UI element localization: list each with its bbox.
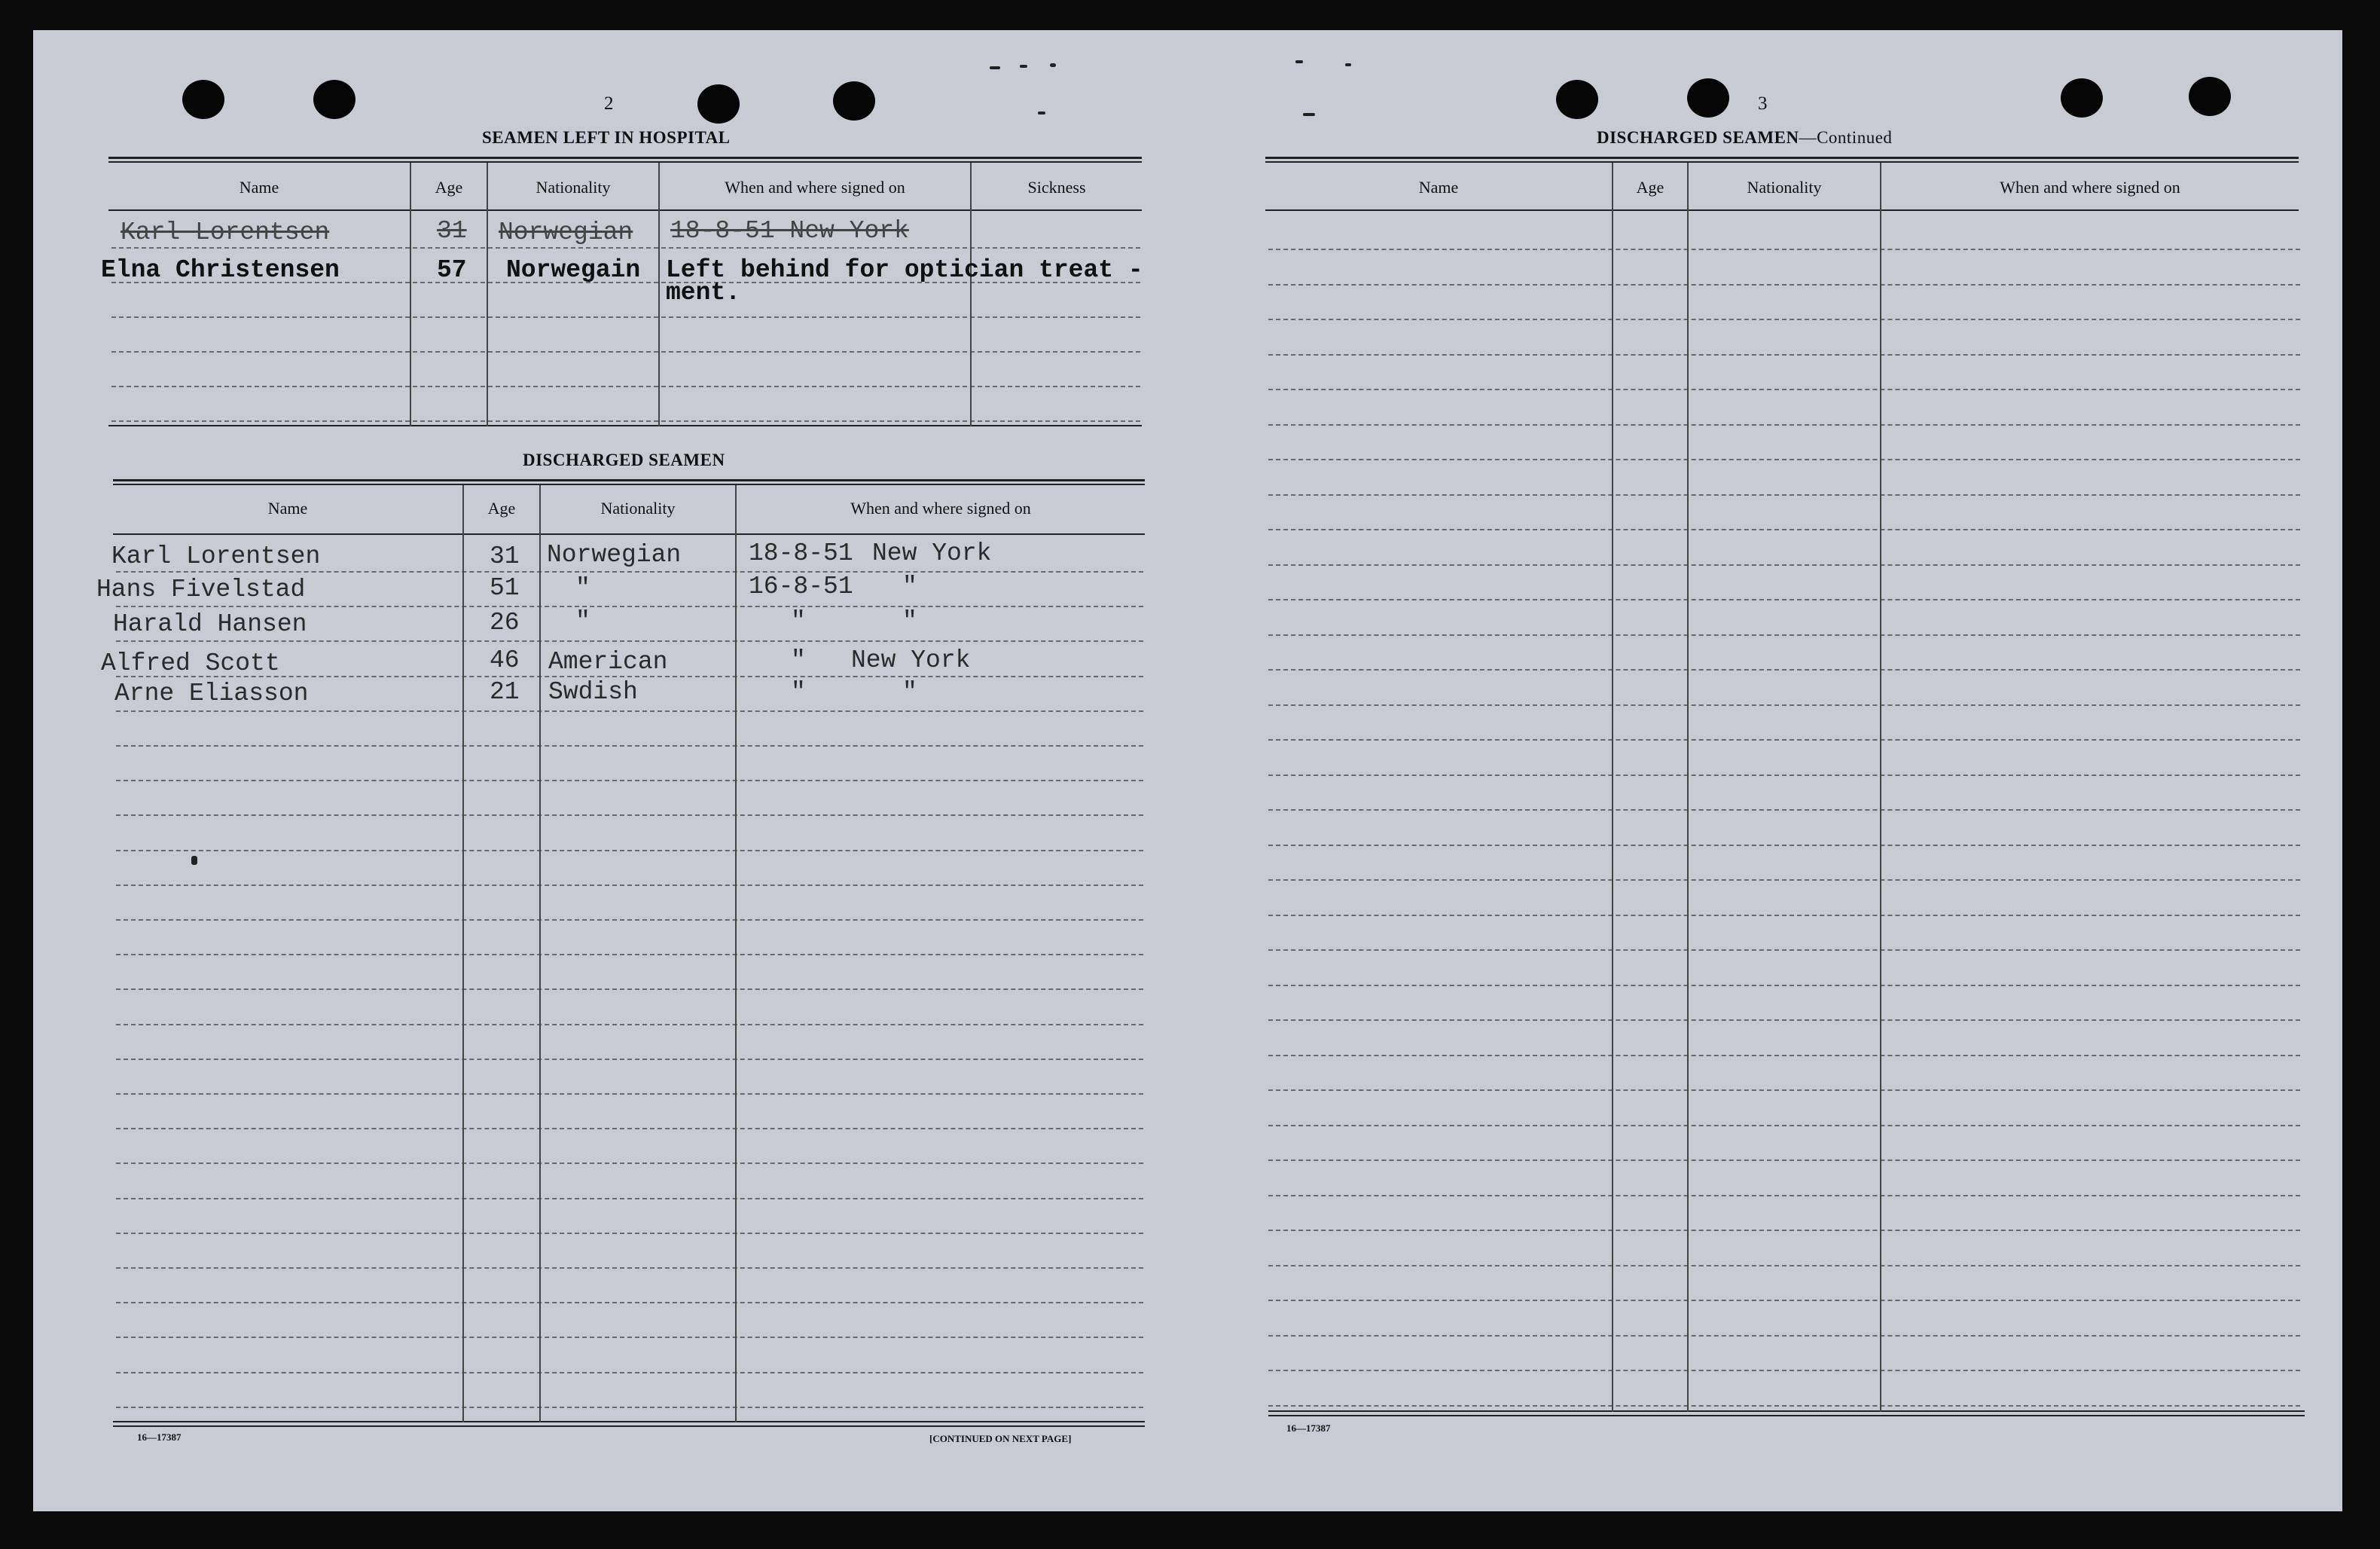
discharged-col-divider [539, 485, 541, 1422]
discharged-top-rule [113, 479, 1145, 481]
discharged-row-4-nationality: American [548, 648, 668, 676]
ruled-line [1268, 1055, 2300, 1056]
ruled-line [1268, 1335, 2300, 1337]
ruled-line [116, 1024, 1143, 1025]
discharged-bottom-rule-2 [113, 1425, 1145, 1427]
discharged-row-5-place: " [902, 678, 917, 706]
ruled-line [1268, 1230, 2300, 1231]
right-header-age: Age [1636, 178, 1664, 197]
discharged-header-age: Age [487, 499, 516, 518]
ruled-line [1268, 774, 2300, 776]
ink-mark [191, 856, 197, 865]
punch-hole [313, 80, 355, 119]
ruled-line [116, 1302, 1143, 1303]
discharged-header-signed-on: When and where signed on [850, 499, 1031, 518]
discharged-row-1-name: Karl Lorentsen [111, 542, 321, 570]
ruled-line [116, 850, 1143, 851]
discharged-row-1-place: New York [872, 539, 992, 567]
punch-hole [1687, 78, 1729, 118]
discharged-row-5-name: Arne Eliasson [114, 680, 309, 707]
ruled-line [116, 1059, 1143, 1060]
hospital-row-line [111, 420, 1140, 422]
punch-hole [2189, 77, 2231, 116]
ruled-line [116, 710, 1143, 712]
ruled-line [116, 954, 1143, 955]
right-top-rule-2 [1265, 161, 2299, 163]
ruled-line [1268, 985, 2300, 986]
ruled-line [1268, 1265, 2300, 1266]
right-header-rule [1265, 209, 2299, 211]
right-col-divider [1880, 163, 1881, 1412]
discharged-row-3-nationality: " [575, 607, 590, 635]
hospital-row-2-nationality: Norwegain [506, 256, 641, 284]
ruled-line [116, 1267, 1143, 1269]
ruled-line [116, 1198, 1143, 1199]
hospital-row-2-age: 57 [437, 256, 467, 284]
page-number: 3 [1758, 93, 1768, 114]
discharged-continued-title [1597, 128, 1892, 148]
hospital-top-rule-2 [108, 161, 1142, 163]
ruled-line [1268, 634, 2300, 636]
discharged-row-4-age: 46 [490, 646, 520, 674]
punch-hole [2061, 78, 2103, 118]
hospital-header-nationality: Nationality [536, 178, 611, 197]
hospital-row-line [111, 247, 1140, 249]
hospital-row-2-signed-on: Left behind for optician treat - [666, 256, 1143, 284]
hospital-row-1-signed-on: 18-8-51 New York [670, 217, 909, 245]
ruled-line [116, 988, 1143, 990]
hospital-header-rule [108, 209, 1142, 211]
discharged-row-2-place: " [902, 573, 917, 600]
ruled-line [1268, 564, 2300, 566]
discharged-row-4-place: New York [851, 646, 971, 674]
ruled-line [1268, 704, 2300, 706]
ruled-line [1268, 669, 2300, 671]
hospital-header-signed-on: When and where signed on [725, 178, 905, 197]
discharged-row-3-place: " [902, 607, 917, 635]
hospital-bottom-rule [108, 425, 1142, 426]
right-col-divider [1612, 163, 1613, 1412]
right-top-rule [1265, 157, 2299, 159]
hospital-col-divider [410, 163, 411, 426]
ruled-line [1268, 739, 2300, 741]
form-number: 16—17387 [1286, 1422, 1331, 1434]
ruled-line [1268, 1019, 2300, 1021]
ruled-line [1268, 1405, 2300, 1407]
ruled-line [116, 884, 1143, 886]
ruled-line [1268, 809, 2300, 811]
discharged-row-3-date: " [791, 607, 806, 635]
ruled-line [116, 745, 1143, 747]
discharged-continued-title-bold: DISCHARGED SEAMEN [1597, 128, 1799, 147]
ruled-line [116, 606, 1143, 607]
discharged-header-name: Name [267, 499, 308, 518]
punch-hole [1556, 80, 1598, 119]
record-sheet [33, 30, 2342, 1511]
ruled-line [1268, 599, 2300, 600]
discharged-row-2-date: 16-8-51 [749, 573, 853, 600]
right-header-name: Name [1418, 178, 1459, 197]
ruled-line [1268, 389, 2300, 390]
ruled-line [1268, 459, 2300, 460]
ink-mark [1295, 60, 1303, 63]
right-bottom-rule-2 [1268, 1415, 2305, 1416]
discharged-row-4-date: " [791, 646, 806, 674]
right-bottom-rule [1268, 1410, 2305, 1412]
ruled-line [1268, 319, 2300, 320]
hospital-row-line [111, 351, 1140, 353]
ruled-line [1268, 354, 2300, 356]
ruled-line [1268, 494, 2300, 496]
punch-hole [182, 80, 224, 119]
ruled-line [1268, 915, 2300, 916]
ruled-line [116, 1337, 1143, 1338]
discharged-row-2-name: Hans Fivelstad [96, 576, 306, 603]
ruled-line [116, 919, 1143, 921]
ruled-line [116, 814, 1143, 816]
hospital-top-rule [108, 157, 1142, 159]
ruled-line [1268, 845, 2300, 846]
ruled-line [1268, 1159, 2300, 1161]
ruled-line [1268, 879, 2300, 881]
hospital-col-divider [658, 163, 660, 426]
right-col-divider [1687, 163, 1689, 1412]
ruled-line [116, 1233, 1143, 1234]
discharged-row-5-age: 21 [490, 678, 520, 706]
continued-note: [CONTINUED ON NEXT PAGE] [929, 1433, 1072, 1444]
discharged-row-1-age: 31 [490, 542, 520, 570]
ruled-line [1268, 1195, 2300, 1196]
discharged-bottom-rule [113, 1421, 1145, 1422]
punch-hole [697, 84, 740, 124]
ruled-line [116, 1128, 1143, 1129]
discharged-row-2-age: 51 [490, 574, 520, 602]
ruled-line [1268, 529, 2300, 530]
right-header-signed-on: When and where signed on [2000, 178, 2180, 197]
ruled-line [116, 640, 1143, 642]
ink-mark [990, 66, 1000, 69]
hospital-header-age: Age [435, 178, 463, 197]
discharged-row-2-nationality: " [575, 574, 590, 602]
discharged-row-1-date: 18-8-51 [749, 539, 853, 567]
hospital-row-1-nationality: Norwegian [499, 218, 633, 246]
hospital-row-1-name: Karl Lorentsen [121, 218, 330, 246]
ruled-line [1268, 1370, 2300, 1371]
ruled-line [1268, 1089, 2300, 1091]
hospital-row-2-name: Elna Christensen [101, 256, 340, 284]
ink-mark [1020, 65, 1027, 68]
hospital-header-name: Name [239, 178, 279, 197]
ruled-line [116, 780, 1143, 781]
hospital-row-1-age: 31 [437, 217, 467, 245]
hospital-col-divider [970, 163, 972, 426]
right-header-nationality: Nationality [1747, 178, 1822, 197]
ink-mark [1303, 113, 1315, 116]
discharged-header-rule [113, 533, 1145, 535]
ruled-line [1268, 424, 2300, 426]
hospital-row-line [111, 316, 1140, 318]
discharged-header-nationality: Nationality [600, 499, 676, 518]
ruled-line [1268, 1300, 2300, 1301]
discharged-top-rule-2 [113, 484, 1145, 485]
discharged-row-3-age: 26 [490, 609, 520, 637]
discharged-row-3-name: Harald Hansen [113, 610, 307, 638]
ink-mark [1050, 63, 1056, 67]
ink-mark [1038, 112, 1045, 115]
form-number: 16—17387 [137, 1431, 182, 1443]
punch-hole [833, 81, 875, 121]
ruled-line [116, 1093, 1143, 1095]
ruled-line [1268, 284, 2300, 286]
hospital-row-2-signed-on-cont: ment. [666, 279, 741, 307]
discharged-col-divider [462, 485, 464, 1422]
page-number: 2 [604, 93, 614, 114]
ruled-line [1268, 249, 2300, 250]
ruled-line [116, 1407, 1143, 1408]
hospital-row-line [111, 386, 1140, 387]
discharged-row-5-nationality: Swdish [548, 678, 638, 706]
discharged-section-title: DISCHARGED SEAMEN [523, 451, 725, 469]
hospital-section-title: SEAMEN LEFT IN HOSPITAL [482, 128, 731, 147]
hospital-col-divider [487, 163, 488, 426]
ink-mark [1345, 63, 1351, 66]
ruled-line [1268, 949, 2300, 951]
discharged-row-1-nationality: Norwegian [547, 541, 682, 569]
discharged-col-divider [735, 485, 737, 1422]
ruled-line [116, 571, 1143, 573]
hospital-header-sickness: Sickness [1027, 178, 1086, 197]
discharged-continued-title-suffix: —Continued [1799, 128, 1893, 147]
discharged-row-5-date: " [791, 678, 806, 706]
discharged-row-4-name: Alfred Scott [101, 649, 280, 677]
ruled-line [1268, 1125, 2300, 1126]
ruled-line [116, 1372, 1143, 1373]
ruled-line [116, 1163, 1143, 1164]
